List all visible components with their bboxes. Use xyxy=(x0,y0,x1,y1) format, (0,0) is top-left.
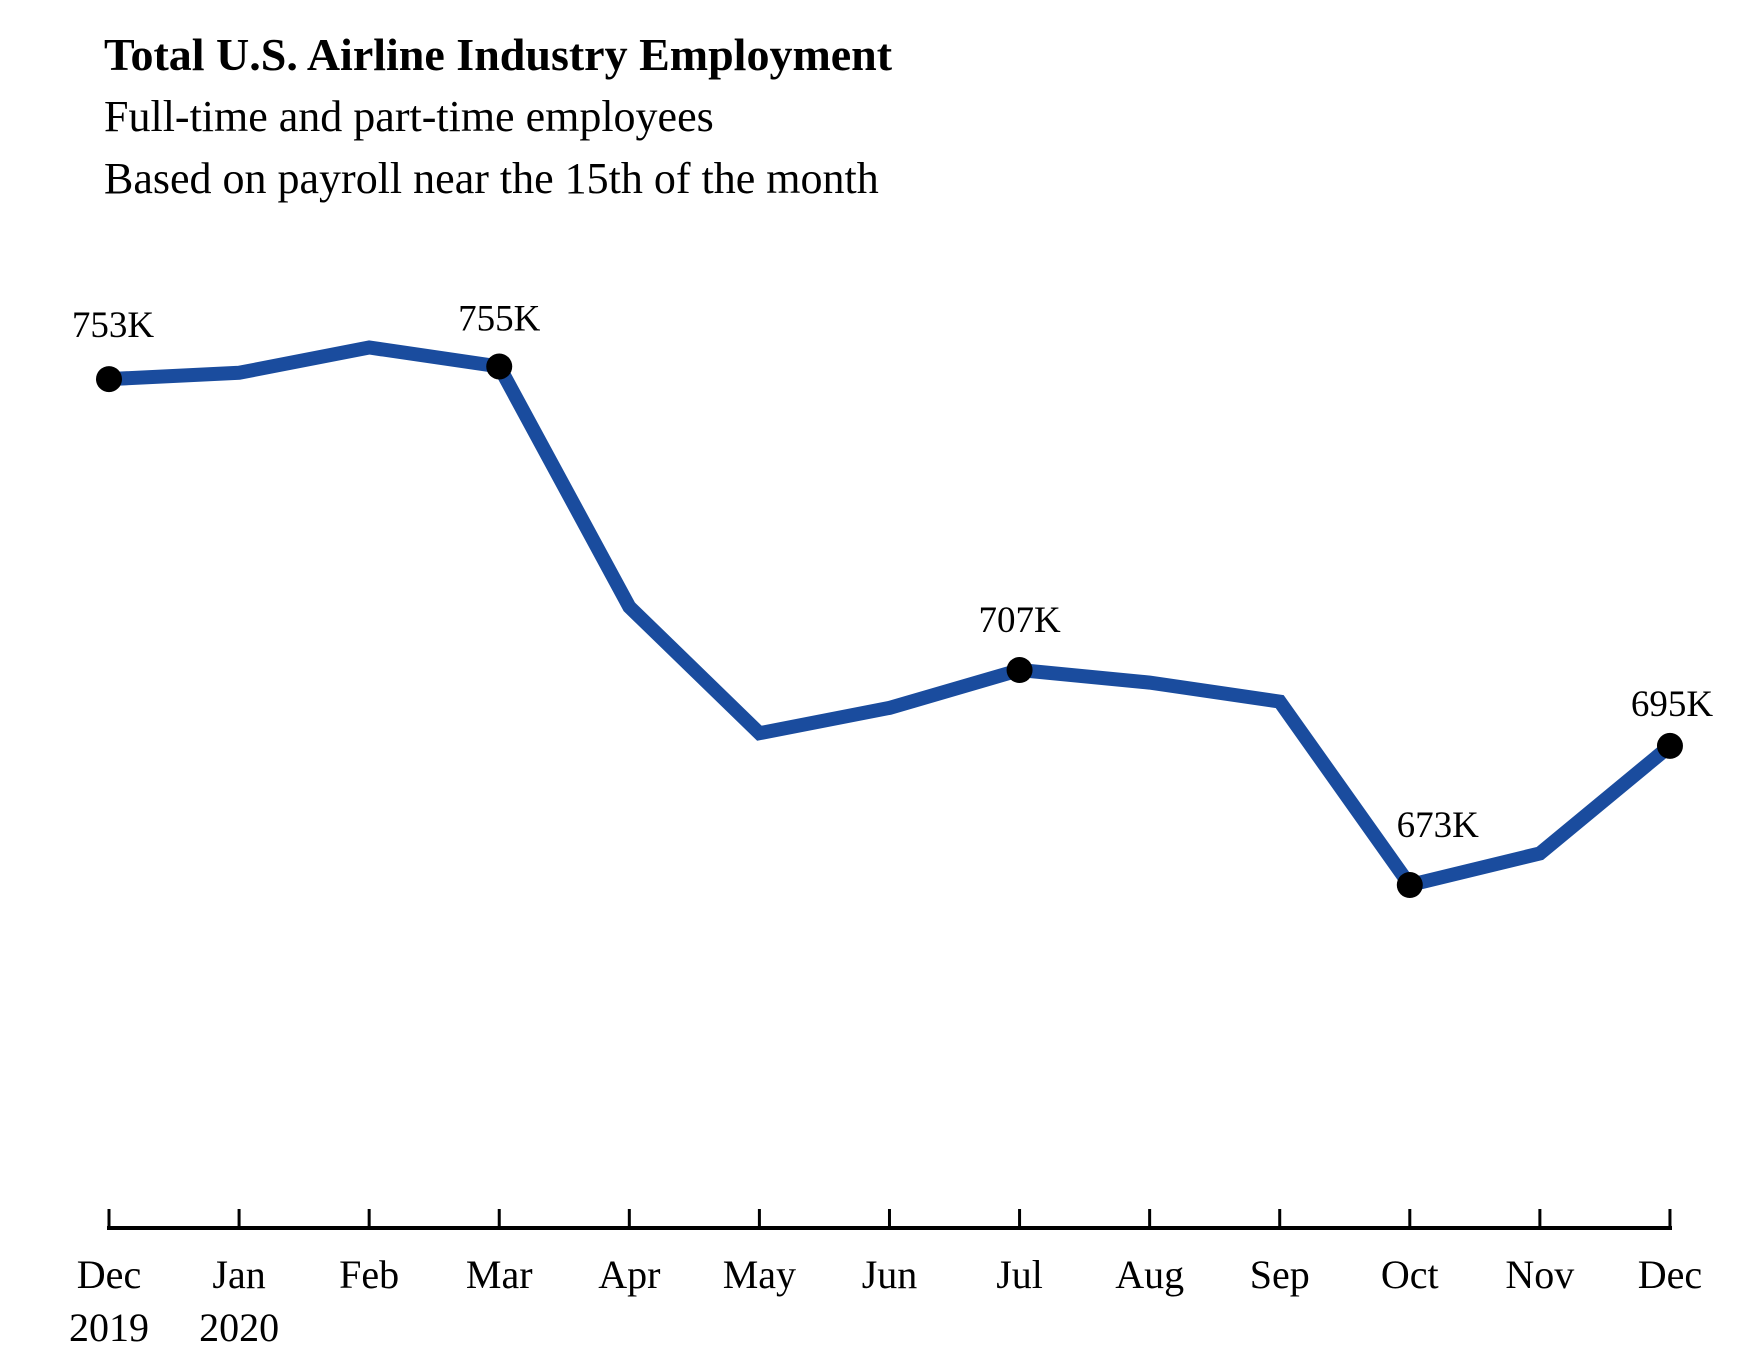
data-point-marker-753K xyxy=(96,366,122,392)
data-point-marker-707K xyxy=(1007,657,1033,683)
x-axis-month-label-2: Feb xyxy=(339,1252,400,1297)
x-axis-month-label-5: May xyxy=(722,1252,797,1297)
data-point-label-695K: 695K xyxy=(1630,683,1714,725)
x-axis-year-label-2020: 2020 xyxy=(199,1305,280,1350)
x-axis-month-label-1: Jan xyxy=(212,1252,266,1297)
x-axis-month-label-10: Oct xyxy=(1380,1252,1439,1297)
data-point-label-707K: 707K xyxy=(978,600,1061,641)
x-axis-month-label-4: Apr xyxy=(598,1252,661,1297)
x-axis-month-label-12: Dec xyxy=(1637,1252,1703,1297)
data-point-label-673K: 673K xyxy=(1396,804,1479,846)
data-point-marker-673K xyxy=(1397,872,1423,898)
data-point-marker-695K xyxy=(1657,733,1683,759)
x-axis-month-label-8: Aug xyxy=(1115,1252,1185,1297)
chart-title: Total U.S. Airline Industry Employment xyxy=(104,29,893,80)
x-axis-month-label-11: Nov xyxy=(1505,1252,1575,1297)
x-axis-month-label-7: Jul xyxy=(996,1252,1043,1297)
x-axis-month-label-0: Dec xyxy=(76,1252,142,1297)
data-point-marker-755K xyxy=(486,353,512,379)
x-axis-month-label-6: Jun xyxy=(861,1252,918,1297)
chart-subtitle-line1: Full-time and part-time employees xyxy=(104,92,714,141)
x-axis-month-label-9: Sep xyxy=(1249,1252,1310,1297)
chart-subtitle-line2: Based on payroll near the 15th of the month xyxy=(104,154,879,203)
data-point-label-753K: 753K xyxy=(71,305,155,347)
data-point-label-755K: 755K xyxy=(458,298,541,340)
x-axis-year-label-2019: 2019 xyxy=(69,1305,149,1350)
x-axis-month-label-3: Mar xyxy=(465,1252,533,1297)
